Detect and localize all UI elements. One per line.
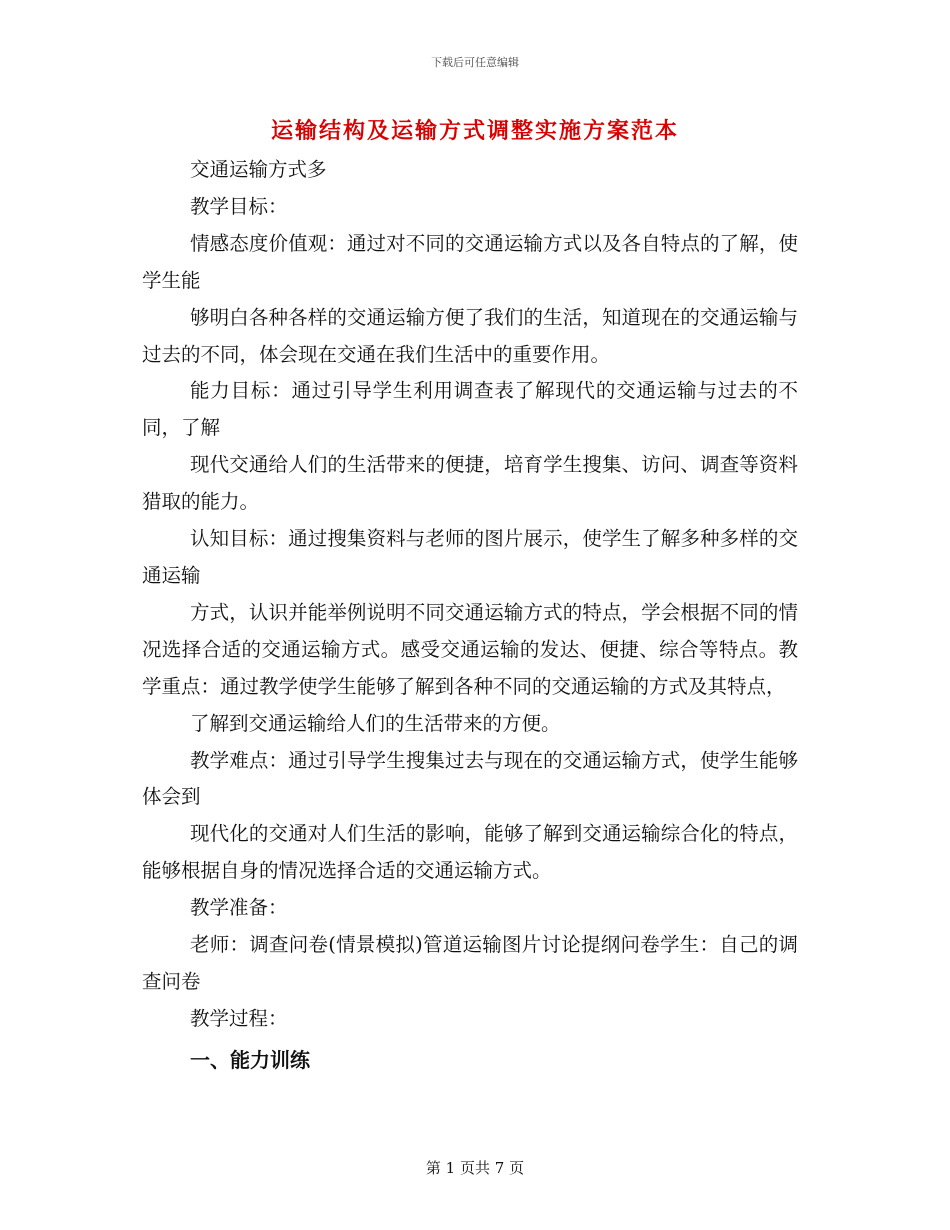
paragraph: 情感态度价值观：通过对不同的交通运输方式以及各自特点的了解，使学生能 (142, 231, 798, 292)
paragraph: 老师：调查问卷(情景模拟)管道运输图片讨论提纲问卷学生：自己的调查问卷 (142, 933, 798, 993)
header-note: 下载后可任意编辑 (431, 56, 519, 69)
paragraph: 现代交通给人们的生活带来的便捷，培育学生搜集、访问、调查等资料猎取的能力。 (142, 453, 798, 514)
paragraph: 够明白各种各样的交通运输方便了我们的生活，知道现在的交通运输与过去的不同，体会现在交通在我们生活中的重要作用。 (142, 305, 798, 366)
paragraph: 教学过程： (190, 1006, 288, 1030)
paragraph: 交通运输方式多 (190, 158, 327, 181)
paragraph: 方式，认识并能举例说明不同交通运输方式的特点，学会根据不同的情况选择合适的交通运输方式。感受交通运输的发达、便捷、综合等特点。教学重点：通过教学使学生能够了解到各种不同的交通运输的方式及其特点， (142, 600, 798, 698)
paragraph: 教学准备： (190, 896, 288, 920)
document-title: 运输结构及运输方式调整实施方案范本 (270, 118, 679, 144)
paragraph: 能力目标：通过引导学生利用调查表了解现代的交通运输与过去的不同，了解 (142, 379, 798, 440)
paragraph: 教学目标： (190, 194, 288, 218)
page-number: 第 1 页共 7 页 (425, 1159, 525, 1177)
paragraph: 了解到交通运输给人们的生活带来的方便。 (190, 711, 561, 735)
paragraph: 现代化的交通对人们生活的影响，能够了解到交通运输综合化的特点，能够根据自身的情况选择合适的交通运输方式。 (142, 822, 798, 883)
paragraph: 教学难点：通过引导学生搜集过去与现在的交通运输方式，使学生能够体会到 (142, 748, 798, 809)
document-body (142, 152, 798, 1079)
section-heading: 一、能力训练 (190, 1047, 310, 1072)
paragraph: 认知目标：通过搜集资料与老师的图片展示，使学生了解多种多样的交通运输 (142, 527, 798, 587)
